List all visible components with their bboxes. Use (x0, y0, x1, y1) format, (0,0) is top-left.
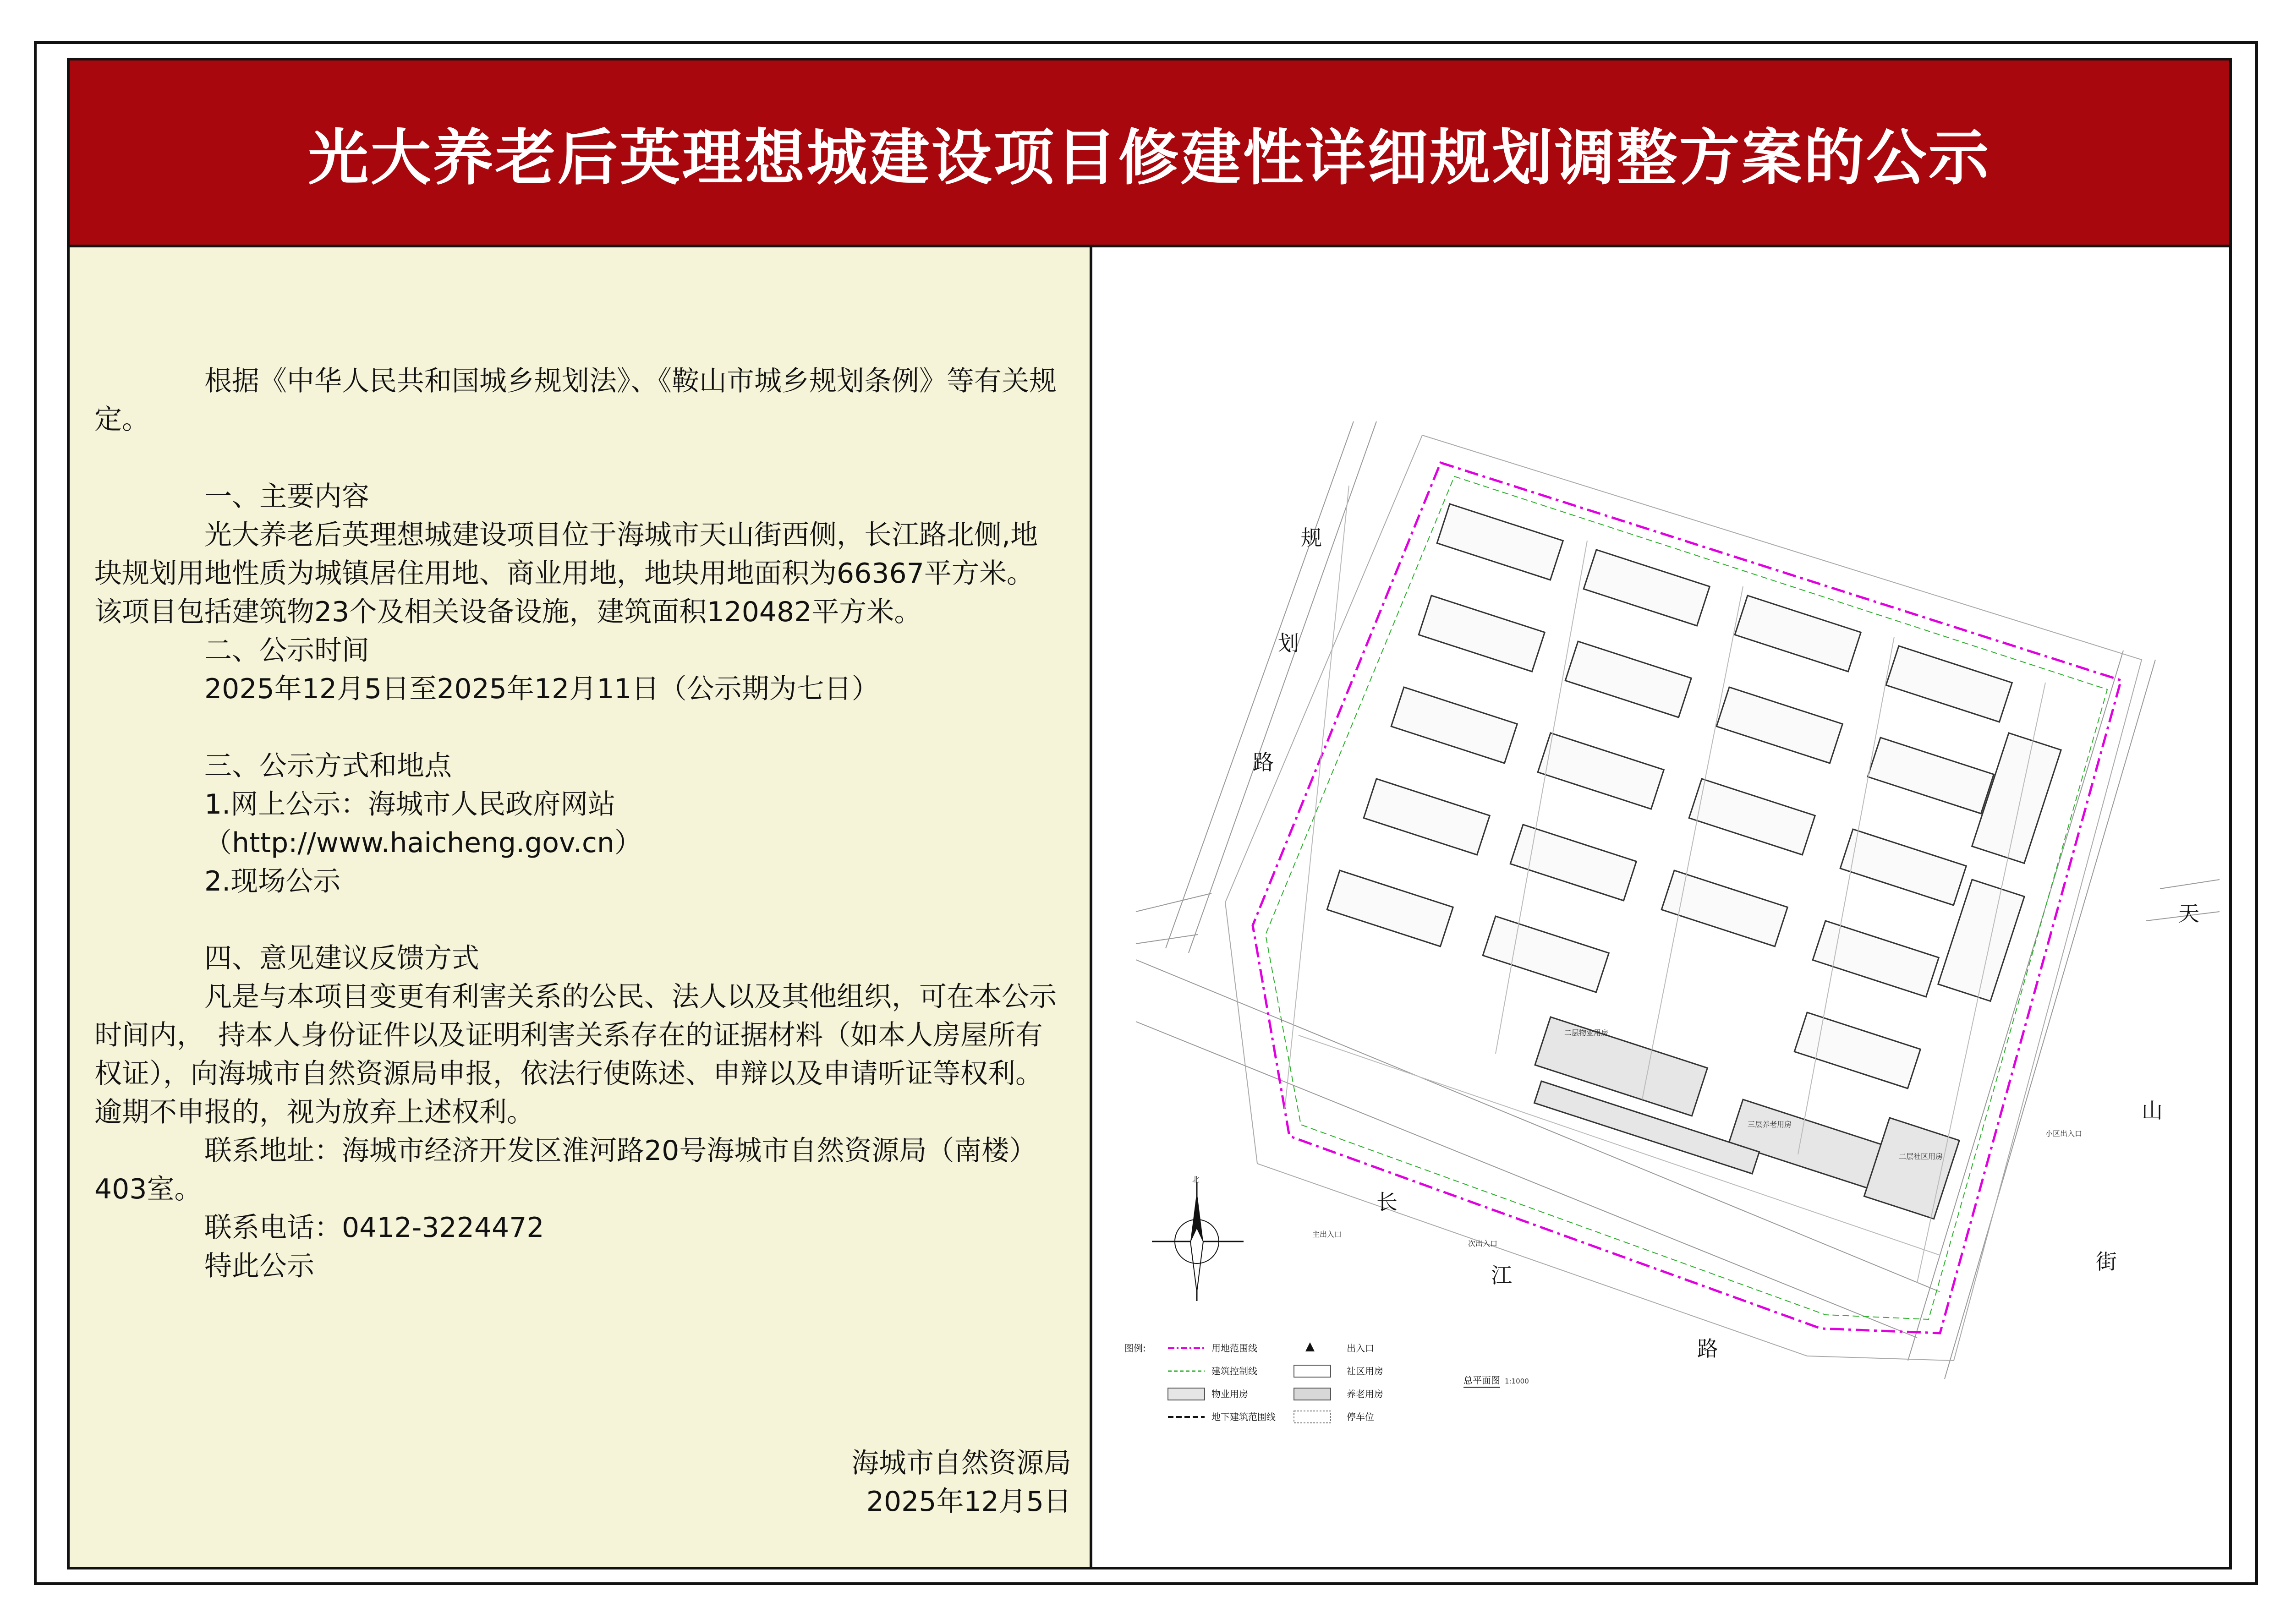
road-label-south-3: 路 (1697, 1336, 1718, 1361)
section3-item1: 1.网上公示：海城市人民政府网站 (204, 788, 616, 820)
intro-paragraph: 根据《中华人民共和国城乡规划法》、《鞍山市城乡规划条例》等有关规定。 (94, 365, 1057, 436)
title-bar (70, 60, 2229, 247)
legend-item-8: 停车位 (1347, 1411, 1374, 1422)
legend-item-4: 地下建筑范围线 (1211, 1411, 1276, 1422)
site-plan-drawing (1092, 247, 2229, 1567)
section4-body: 凡是与本项目变更有利害关系的公民、法人以及其他组织，可在本公示时间内， 持本人身份证件以及证明利害关系存在的证据材料（如本人房屋所有权证），向海城市自然资源局申报，依法行使陈述、申辩以及申请听证等权利。逾期不申报的，视为放弃上述权利。 (94, 981, 1057, 1128)
legend-title: 图例: (1124, 1343, 1146, 1354)
entrance-label-2: 次出入口 (1468, 1239, 1498, 1248)
building-blocks (1327, 504, 2061, 1088)
north-arrow-icon (1152, 1182, 1244, 1301)
section4-heading: 四、意见建议反馈方式 (204, 942, 479, 974)
legend-item-5: 出入口 (1347, 1343, 1374, 1354)
entrance-label-1: 主出入口 (1312, 1230, 1342, 1239)
plan-scale: 1:1000 (1505, 1377, 1529, 1385)
signature-block (567, 1444, 1071, 1521)
legend-item-6: 社区用房 (1347, 1366, 1383, 1377)
section1-body: 光大养老后英理想城建设项目位于海城市天山街西侧，长江路北侧,地块规划用地性质为城镇居住用地、商业用地，地块用地面积为66367平方米。该项目包括建筑物23个及相关设备设施，建筑面积120482平方米。 (94, 519, 1038, 628)
facility-label-1: 二层物业用房 (1564, 1028, 1609, 1037)
site-plan-panel (1092, 247, 2229, 1567)
facility-label-2: 三层养老用房 (1748, 1120, 1792, 1129)
contact-address: 联系地址：海城市经济开发区淮河路20号海城市自然资源局（南楼）403室。 (94, 1135, 1037, 1205)
section3-url: （http://www.haicheng.gov.cn） (204, 827, 642, 859)
notice-body (94, 362, 1061, 1285)
road-label-west-1: 规 (1301, 525, 1322, 550)
legend-item-7: 养老用房 (1347, 1389, 1383, 1400)
road-label-east-1: 天 (2178, 901, 2199, 926)
plan-title: 总平面图 (1463, 1375, 1500, 1386)
signature-date: 2025年12月5日 (866, 1486, 1071, 1518)
road-label-west-3: 路 (1253, 750, 1274, 775)
north-label: 北 (1192, 1175, 1200, 1184)
section2-body: 2025年12月5日至2025年12月11日（公示期为七日） (204, 673, 879, 705)
road-label-west-2: 划 (1278, 631, 1299, 656)
contact-phone: 联系电话：0412-3224472 (204, 1212, 544, 1244)
entrance-label-3: 小区出入口 (2045, 1129, 2083, 1138)
legend (1124, 1342, 1383, 1423)
closing-text: 特此公示 (204, 1250, 314, 1282)
road-label-south-2: 江 (1491, 1263, 1512, 1288)
section3-heading: 三、公示方式和地点 (204, 750, 452, 782)
legend-item-2: 建筑控制线 (1211, 1366, 1257, 1377)
signature-organization: 海城市自然资源局 (851, 1447, 1071, 1479)
road-label-east-2: 山 (2142, 1098, 2163, 1123)
road-label-south-1: 长 (1376, 1190, 1398, 1214)
notice-board (67, 58, 2232, 1569)
section3-item2: 2.现场公示 (204, 865, 341, 897)
legend-item-1: 用地范围线 (1211, 1343, 1257, 1354)
page-title: 光大养老后英理想城建设项目修建性详细规划调整方案的公示 (308, 123, 1991, 193)
section2-heading: 二、公示时间 (204, 634, 369, 667)
road-label-east-3: 街 (2096, 1249, 2117, 1274)
facility-label-3: 二层社区用房 (1899, 1152, 1943, 1161)
legend-item-3: 物业用房 (1211, 1389, 1248, 1400)
section1-heading: 一、主要内容 (204, 481, 369, 513)
notice-text-panel (70, 247, 1092, 1567)
